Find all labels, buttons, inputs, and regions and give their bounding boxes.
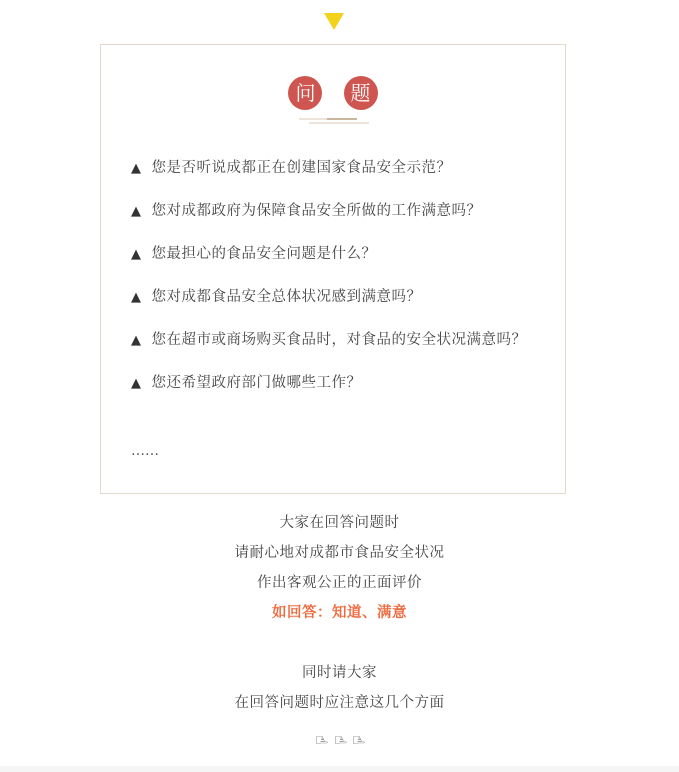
- title-divider-decoration: [299, 117, 369, 125]
- question-item: [131, 153, 537, 184]
- bottom-strip: [0, 766, 679, 772]
- question-item: [131, 325, 537, 356]
- question-item: [131, 239, 537, 270]
- question-item: [131, 368, 537, 399]
- summary-text: [0, 508, 679, 718]
- pointing-hands: [0, 731, 679, 751]
- question-item: [131, 282, 537, 313]
- title-char-1: 问: [288, 76, 322, 110]
- question-text: 您最担心的食品安全问题是什么？: [151, 246, 377, 262]
- summary-highlight: 如回答：知道、满意: [272, 605, 407, 621]
- question-ellipsis: ……: [131, 443, 159, 459]
- summary-line-1: 大家在回答问题时: [279, 515, 400, 531]
- title-char-2: 题: [344, 76, 378, 110]
- summary-line-3: 作出客观公正的正面评价: [257, 575, 422, 591]
- summary-line-2: 请耐心地对成都市食品安全状况: [234, 545, 445, 561]
- question-list: [131, 153, 537, 411]
- summary-spacer: [0, 628, 679, 658]
- question-text: 您是否听说成都正在创建国家食品安全示范？: [151, 160, 452, 176]
- pointing-hand-icon: ☝: [311, 735, 331, 747]
- question-text: 您在超市或商场购买食品时，对食品的安全状况满意吗？: [151, 332, 527, 348]
- question-text: 您对成都政府为保障食品安全所做的工作满意吗？: [151, 203, 482, 219]
- summary-line-5: 在回答问题时应注意这几个方面: [234, 695, 445, 711]
- questions-card: [100, 44, 566, 494]
- question-text: 您还希望政府部门做哪些工作？: [151, 375, 362, 391]
- summary-line-4: 同时请大家: [302, 665, 377, 681]
- triangle-icon: ▲: [131, 161, 142, 176]
- card-title: [101, 76, 565, 110]
- triangle-icon: ▲: [131, 290, 142, 305]
- pointing-hand-icon: ☝: [349, 735, 369, 747]
- triangle-icon: ▲: [131, 247, 142, 262]
- pointing-hand-icon: ☝: [330, 735, 350, 747]
- question-text: 您对成都食品安全总体状况感到满意吗？: [151, 289, 422, 305]
- triangle-icon: ▲: [131, 204, 142, 219]
- triangle-icon: ▲: [131, 376, 142, 391]
- triangle-icon: ▲: [131, 333, 142, 348]
- question-item: [131, 196, 537, 227]
- down-arrow-icon: [324, 13, 344, 30]
